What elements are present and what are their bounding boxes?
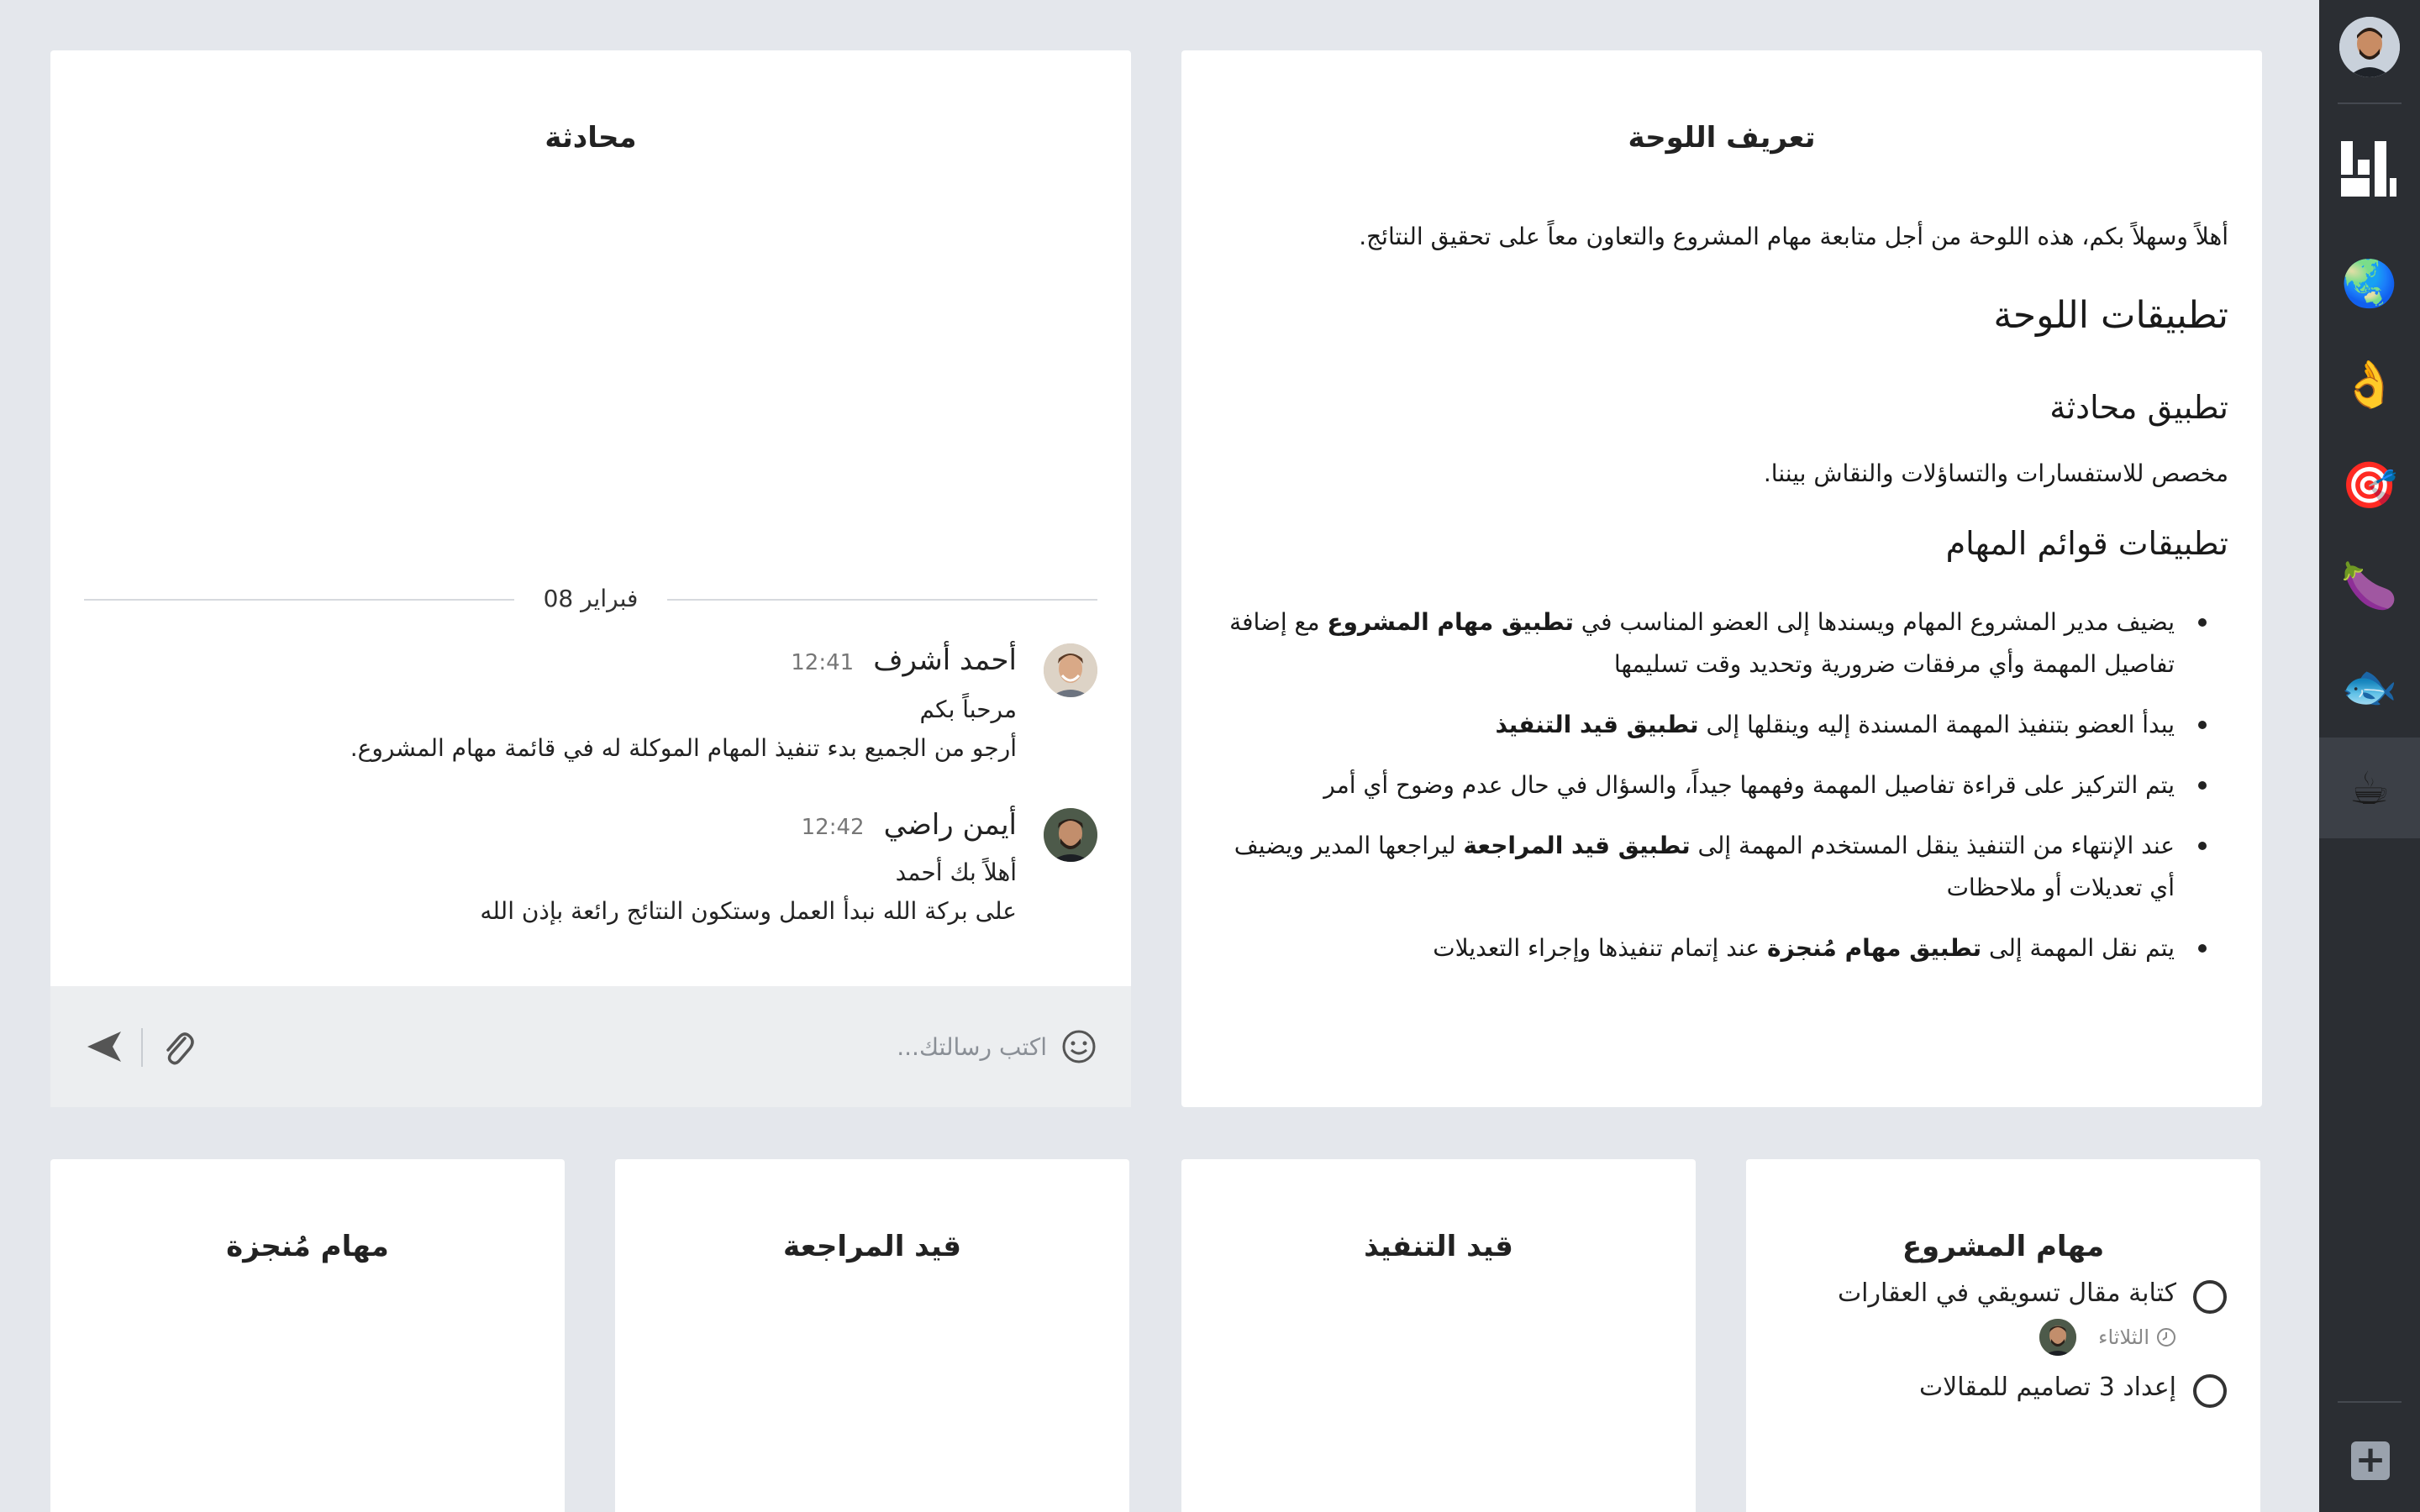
clock-icon (2156, 1327, 2176, 1347)
date-divider (84, 578, 1097, 620)
task-checkbox[interactable] (2193, 1374, 2227, 1408)
step-app-name: تطبيق قيد التنفيذ (1495, 711, 1699, 738)
workflow-step (1215, 825, 2175, 909)
attachment-icon[interactable] (160, 1026, 197, 1072)
chat-app-text: مخصص للاستفسارات والتساؤلات والنقاش بيننا. (1763, 459, 2228, 487)
description-body (1215, 218, 2228, 988)
step-app-name: تطبيق مهام مُنجزة (1766, 934, 1982, 962)
workflow-step (1215, 927, 2175, 969)
step-text: مع إضافة تفاصيل المهمة وأي مرفقات ضرورية وتحديد وقت تسليمها (1229, 608, 2175, 678)
column-title: قيد المراجعة (783, 1230, 961, 1263)
message-text: أهلاً بك أحمد (895, 858, 1017, 886)
step-text: عند إتمام تنفيذها وإجراء التعديلات (1433, 934, 1767, 962)
description-intro: أهلاً وسهلاً بكم، هذه اللوحة من أجل متابعة مهام المشروع والتعاون معاً على تحقيق النتائج. (1359, 223, 2228, 250)
author-name[interactable]: أحمد أشرف (873, 643, 1017, 677)
in-progress-column (1181, 1159, 1696, 1512)
task-item[interactable] (1780, 1280, 2227, 1356)
board-globe-icon[interactable]: 🌏 (2341, 257, 2398, 310)
board-description-card (1181, 50, 2262, 1107)
author-name[interactable]: أيمن راضي (883, 808, 1017, 842)
chat-app-heading: تطبيق محادثة (2049, 389, 2228, 426)
board-target-icon[interactable]: 🎯 (2341, 459, 2398, 512)
workflow-step (1215, 601, 2175, 685)
app-logo-icon[interactable] (2341, 141, 2396, 197)
task-due-date: الثلاثاء (2098, 1326, 2149, 1349)
column-title: مهام المشروع (1902, 1230, 2105, 1263)
step-text: يضيف مدير المشروع المهام ويسندها إلى العضو المناسب في (1573, 608, 2175, 636)
project-tasks-column (1746, 1159, 2260, 1512)
message-header (791, 643, 1017, 677)
board-fish-icon[interactable]: 🐟 (2341, 660, 2398, 713)
step-text: يبدأ العضو بتنفيذ المهمة المسندة إليه وينقلها إلى (1698, 711, 2175, 738)
chat-title: محادثة (544, 121, 637, 155)
add-board-button[interactable]: + (2351, 1441, 2390, 1480)
send-icon[interactable] (84, 1028, 123, 1068)
task-title[interactable]: كتابة مقال تسويقي في العقارات (1837, 1278, 2176, 1308)
chat-card (50, 50, 1131, 1107)
sidebar-divider (2338, 1401, 2402, 1403)
chat-message (84, 643, 1097, 786)
step-app-name: تطبيق قيد المراجعة (1463, 832, 1691, 859)
column-title: مهام مُنجزة (226, 1230, 389, 1263)
author-avatar[interactable] (1044, 808, 1097, 862)
assignee-avatar[interactable] (2039, 1319, 2076, 1356)
task-meta (2039, 1319, 2176, 1356)
task-item[interactable] (1780, 1374, 2227, 1416)
message-text: مرحباً بكم (919, 696, 1017, 723)
workflow-step (1215, 704, 2175, 746)
message-input[interactable] (543, 1023, 1047, 1070)
message-text: على بركة الله نبدأ العمل وستكون النتائج رائعة بإذن الله (480, 897, 1017, 925)
sidebar (2319, 0, 2420, 1512)
chat-message (84, 808, 1097, 951)
done-tasks-column (50, 1159, 565, 1512)
composer-divider (141, 1028, 143, 1067)
message-composer (50, 986, 1131, 1107)
tasks-heading: تطبيقات قوائم المهام (1945, 525, 2228, 562)
column-title: قيد التنفيذ (1364, 1230, 1513, 1263)
task-title[interactable]: إعداد 3 تصاميم للمقالات (1918, 1373, 2176, 1402)
emoji-icon[interactable] (1060, 1028, 1097, 1068)
step-text: عند الإنتهاء من التنفيذ ينقل المستخدم المهمة إلى (1690, 832, 2175, 859)
board-coffee-icon[interactable]: ☕ (2319, 738, 2420, 838)
board-ok-hand-icon[interactable]: 👌 (2341, 358, 2398, 411)
message-time: 12:42 (801, 815, 865, 840)
step-app-name: تطبيق مهام المشروع (1327, 608, 1574, 636)
sidebar-divider (2338, 102, 2402, 104)
author-avatar[interactable] (1044, 643, 1097, 697)
task-checkbox[interactable] (2193, 1280, 2227, 1314)
step-text: يتم نقل المهمة إلى (1981, 934, 2175, 962)
description-title: تعريف اللوحة (1628, 121, 1816, 155)
message-time: 12:41 (791, 650, 855, 675)
step-text: يتم التركيز على قراءة تفاصيل المهمة وفهمها جيداً، والسؤال في حال عدم وضوح أي أمر (1323, 771, 2175, 799)
apps-heading: تطبيقات اللوحة (1993, 294, 2228, 337)
message-header (802, 808, 1017, 842)
date-label: 08 فبراير (543, 585, 639, 612)
message-text: أرجو من الجميع بدء تنفيذ المهام الموكلة له في قائمة مهام المشروع. (350, 734, 1017, 762)
in-review-column (615, 1159, 1129, 1512)
step-text: ليراجعها المدير ويضيف أي تعديلات أو ملاحظات (1234, 832, 2175, 901)
user-avatar[interactable] (2339, 17, 2400, 77)
workflow-list (1215, 601, 2228, 969)
board-eggplant-icon[interactable]: 🍆 (2341, 559, 2398, 612)
workflow-step (1215, 764, 2175, 806)
